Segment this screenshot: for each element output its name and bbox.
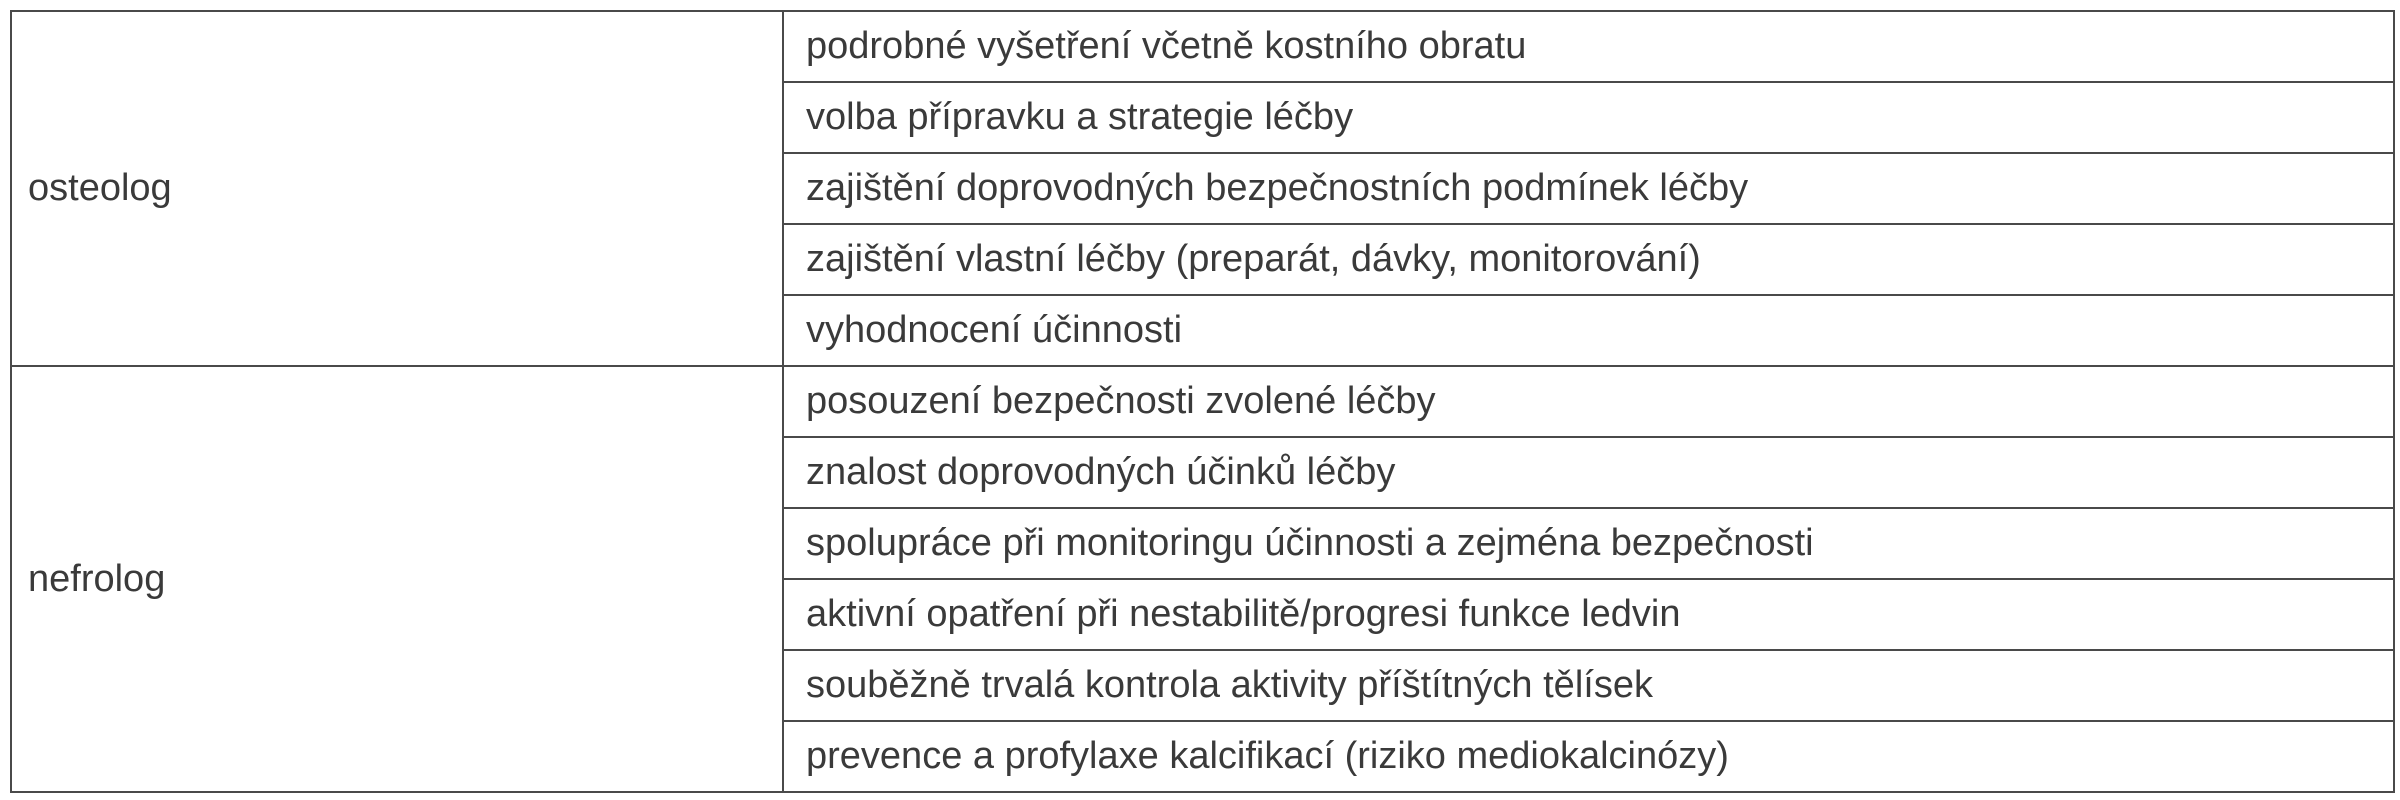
- role-cell: osteolog: [12, 12, 784, 365]
- table-group-osteolog: [12, 12, 2393, 367]
- role-cell: nefrolog: [12, 367, 784, 791]
- task-cell: souběžně trvalá kontrola aktivity příštítných tělísek: [784, 651, 2393, 722]
- task-cell: vyhodnocení účinnosti: [806, 309, 1183, 351]
- task-cell: posouzení bezpečnosti zvolené léčby: [784, 367, 2393, 438]
- task-cell: spolupráce při monitoringu účinnosti a zejména bezpečnosti: [784, 509, 2393, 580]
- task-cell: podrobné vyšetření včetně kostního obratu: [784, 12, 2393, 83]
- task-list: [784, 12, 2393, 365]
- task-cell: zajištění vlastní léčby (preparát, dávky, monitorování): [784, 225, 2393, 296]
- task-list: [784, 367, 2393, 791]
- task-cell: zajištění doprovodných bezpečnostních podmínek léčby: [784, 154, 2393, 225]
- task-cell: znalost doprovodných účinků léčby: [784, 438, 2393, 509]
- task-cell: aktivní opatření při nestabilitě/progresi funkce ledvin: [784, 580, 2393, 651]
- task-cell: prevence a profylaxe kalcifikací (riziko mediokalcinózy): [806, 735, 1729, 777]
- responsibility-table: [10, 10, 2395, 793]
- task-cell: volba přípravku a strategie léčby: [784, 83, 2393, 154]
- table-group-nefrolog: [12, 367, 2393, 791]
